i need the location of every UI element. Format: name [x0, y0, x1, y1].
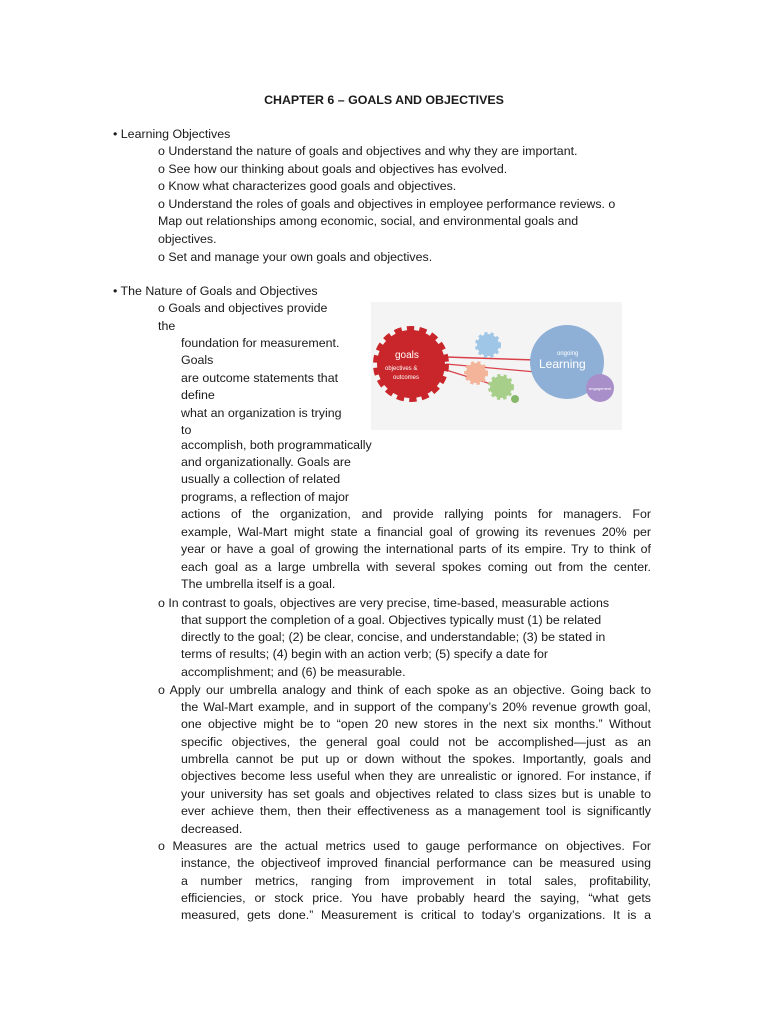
paragraph-line: example, Wal-Mart might state a financial goal of growing its revenues 20% per: [181, 525, 651, 539]
paragraph-line: decreased.: [181, 822, 243, 836]
paragraph-line: each goal as a large umbrella with several spokes coming out from the center.: [181, 560, 651, 574]
paragraph-line: what an organization is trying: [181, 406, 342, 420]
paragraph-line: accomplishment; and (6) be measurable.: [181, 665, 406, 679]
engagement-circle: [586, 374, 614, 402]
red-gear-icon: [377, 330, 445, 398]
paragraph-line: that support the completion of a goal. Objectives typically must (1) be related: [181, 613, 602, 627]
paragraph-line: o In contrast to goals, objectives are very precise, time-based, measurable actions: [158, 596, 610, 610]
paragraph-line: ever achieve them, then their effectiveness as a management tool is significantly: [181, 804, 651, 818]
list-item: o Know what characterizes good goals and objectives.: [158, 179, 457, 193]
gear-label: goals: [395, 350, 419, 361]
diagram-graphic: [371, 302, 622, 430]
orange-gear-icon: [466, 363, 486, 383]
paragraph-line: define: [181, 388, 215, 402]
paragraph-line: your university has set goals and objectives related to class sizes but is unable to: [181, 787, 651, 801]
paragraph-line: o Apply our umbrella analogy and think of each spoke as an objective. Going back to: [158, 683, 651, 697]
blue-gear-icon: [477, 334, 499, 356]
paragraph-line: objectives become less useful when they are unrealistic or ignored. For instance, if: [181, 769, 651, 783]
list-item: o Understand the nature of goals and objectives and why they are important.: [158, 144, 578, 158]
paragraph-line: terms of results; (4) begin with an action verb; (5) specify a date for: [181, 647, 549, 661]
paragraph-line: directly to the goal; (2) be clear, concise, and understandable; (3) be stated in: [181, 630, 606, 644]
list-item: Map out relationships among economic, social, and environmental goals and: [158, 214, 579, 228]
paragraph-line: are outcome statements that: [181, 371, 339, 385]
paragraph-line: The umbrella itself is a goal.: [181, 577, 336, 591]
learning-label: ongoing: [557, 351, 579, 357]
paragraph-line: instance, the objectiveof improved financial performance can be measured using: [181, 856, 651, 870]
engagement-label: engagement: [589, 386, 612, 391]
paragraph-line: year or have a goal of growing the international parts of its empire. Try to think of: [181, 542, 651, 556]
page-title: CHAPTER 6 – GOALS AND OBJECTIVES: [264, 93, 504, 107]
paragraph-line: specific objectives, the general goal could not be accomplished—just as an: [181, 735, 651, 749]
goals-learning-diagram: [371, 302, 622, 430]
green-gear-icon: [490, 376, 519, 403]
paragraph-line: one objective might be to “open 20 new stores in the next six months.” Without: [181, 717, 651, 731]
paragraph-line: measured, gets done.” Measurement is critical to today’s organizations. It is a: [181, 908, 651, 922]
learning-objectives-heading: • Learning Objectives: [113, 127, 231, 141]
list-item: o See how our thinking about goals and objectives has evolved.: [158, 162, 508, 176]
list-item: o Understand the roles of goals and objectives in employee performance reviews. o: [158, 197, 616, 211]
paragraph-line: a number metrics, ranging from improvement in total sales, profitability,: [181, 874, 651, 888]
connector-line: [446, 364, 536, 372]
paragraph-line: umbrella cannot be put up or down without the spokes. Importantly, goals and: [181, 752, 651, 766]
paragraph-line: actions of the organization, and provide rallying points for managers. For: [181, 507, 651, 521]
paragraph-line: o Goals and objectives provide: [158, 301, 328, 315]
paragraph-line: programs, a reflection of major: [181, 490, 350, 504]
paragraph-line: o Measures are the actual metrics used to gauge performance on objectives. For: [158, 839, 651, 853]
paragraph-line: accomplish, both programmatically: [181, 438, 372, 452]
gear-label: outcomes: [393, 375, 420, 381]
paragraph-line: the Wal-Mart example, and in support of the company’s 20% revenue growth goal,: [181, 700, 651, 714]
paragraph-line: foundation for measurement.: [181, 336, 340, 350]
list-item: o Set and manage your own goals and objectives.: [158, 250, 433, 264]
list-item: objectives.: [158, 232, 217, 246]
paragraph-line: the: [158, 319, 176, 333]
learning-label: Learning: [539, 357, 586, 371]
paragraph-line: to: [181, 423, 192, 437]
paragraph-line: efficiencies, or stock price. You have probably heard the saying, “what gets: [181, 891, 651, 905]
paragraph-line: Goals: [181, 353, 214, 367]
nature-heading: • The Nature of Goals and Objectives: [113, 284, 318, 298]
gear-label: objectives &: [385, 366, 418, 372]
paragraph-line: and organizationally. Goals are: [181, 455, 351, 469]
paragraph-line: usually a collection of related: [181, 472, 341, 486]
